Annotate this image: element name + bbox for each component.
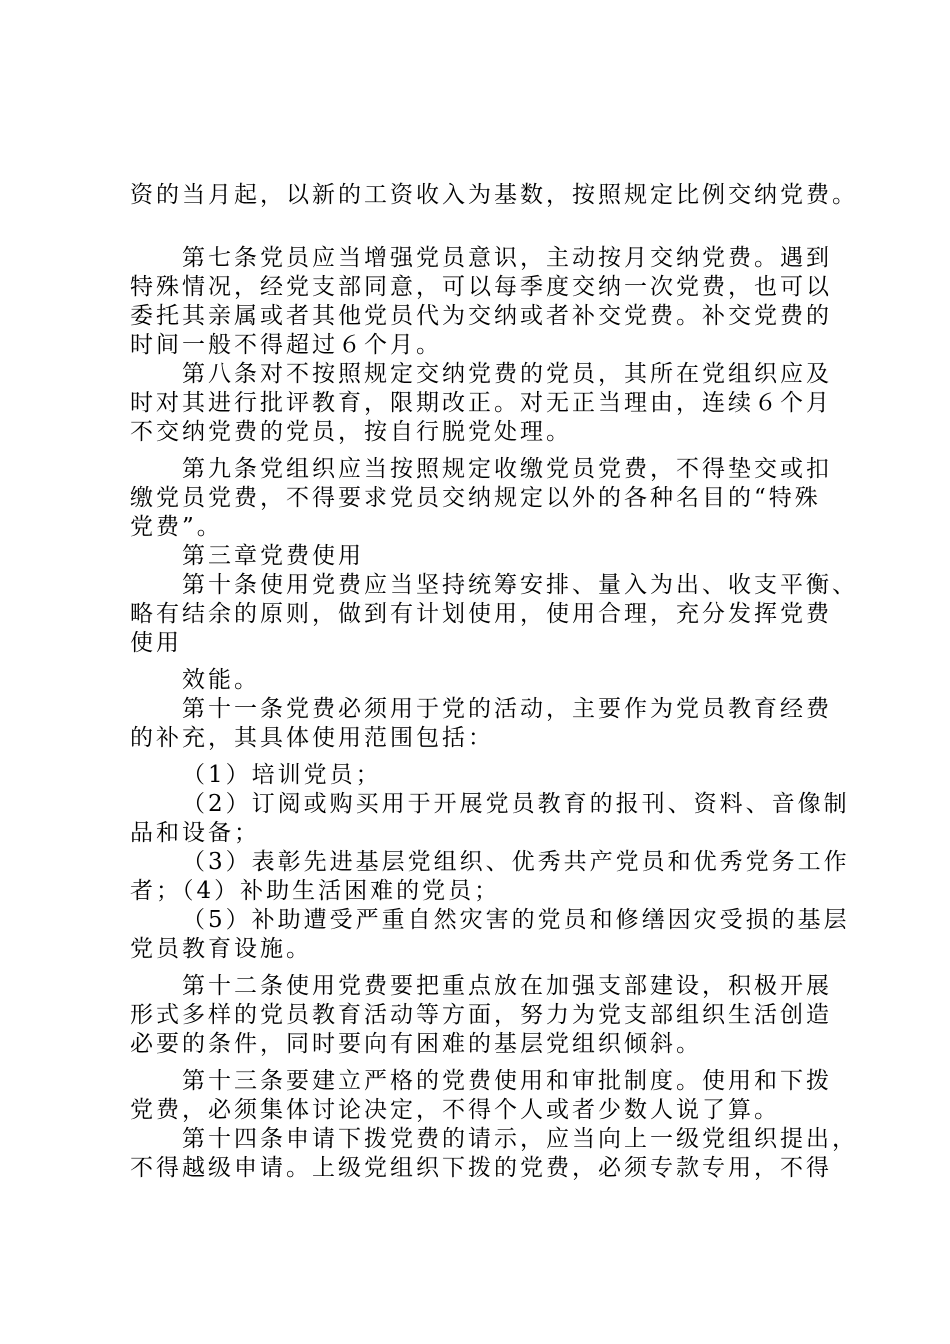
text-line: 特殊情况，经党支部同意，可以每季度交纳一次党费，也可以 [130,274,832,300]
text-line: 效能。 [182,667,260,693]
text-line: 第七条党员应当增强党员意识，主动按月交纳党费。遇到 [182,245,832,271]
text-line: 第十一条党费必须用于党的活动，主要作为党员教育经费 [182,696,832,722]
text-line: 第十二条使用党费要把重点放在加强支部建设，积极开展 [182,973,832,999]
text-line: 必要的条件，同时要向有困难的基层党组织倾斜。 [130,1031,702,1057]
text-line: 略有结余的原则，做到有计划使用，使用合理，充分发挥党费 [130,601,832,627]
text-line: 缴党员党费，不得要求党员交纳规定以外的各种名目的“特殊 [130,485,821,511]
list-item: （5）补助遭受严重自然灾害的党员和修缮因灾受损的基层 [182,907,850,933]
text-line: 品和设备； [130,820,260,846]
chapter-heading: 第三章党费使用 [182,543,364,569]
text-line: 的补充，其具体使用范围包括： [130,725,494,751]
text-line: 第九条党组织应当按照规定收缴党员党费，不得垫交或扣 [182,456,832,482]
text-line: 第八条对不按照规定交纳党费的党员，其所在党组织应及 [182,361,832,387]
text-line: 第十条使用党费应当坚持统筹安排、量入为出、收支平衡、 [182,572,858,598]
list-item: （3）表彰先进基层党组织、优秀共产党员和优秀党务工作 [182,849,850,875]
text-line: 党员教育设施。 [130,936,312,962]
text-line: 使用 [130,630,182,656]
text-line: 时间一般不得超过６个月。 [130,332,442,358]
list-item: （1）培训党员； [182,762,382,788]
list-item: （2）订阅或购买用于开展党员教育的报刊、资料、音像制 [182,791,850,817]
text-line: 不得越级申请。上级党组织下拨的党费，必须专款专用，不得 [130,1155,832,1181]
text-line: 者；（4）补助生活困难的党员； [130,878,501,904]
text-line: 形式多样的党员教育活动等方面，努力为党支部组织生活创造 [130,1002,832,1028]
text-line: 委托其亲属或者其他党员代为交纳或者补交党费。补交党费的 [130,303,832,329]
text-line: 党费”。 [130,514,223,540]
text-line: 不交纳党费的党员，按自行脱党处理。 [130,419,572,445]
text-line: 时对其进行批评教育，限期改正。对无正当理由，连续６个月 [130,390,832,416]
text-line: 党费，必须集体讨论决定，不得个人或者少数人说了算。 [130,1097,780,1123]
text-line: 第十三条要建立严格的党费使用和审批制度。使用和下拨 [182,1068,832,1094]
text-line: 第十四条申请下拨党费的请示，应当向上一级党组织提出， [182,1126,858,1152]
text-line: 资的当月起，以新的工资收入为基数，按照规定比例交纳党费。 [130,182,858,208]
